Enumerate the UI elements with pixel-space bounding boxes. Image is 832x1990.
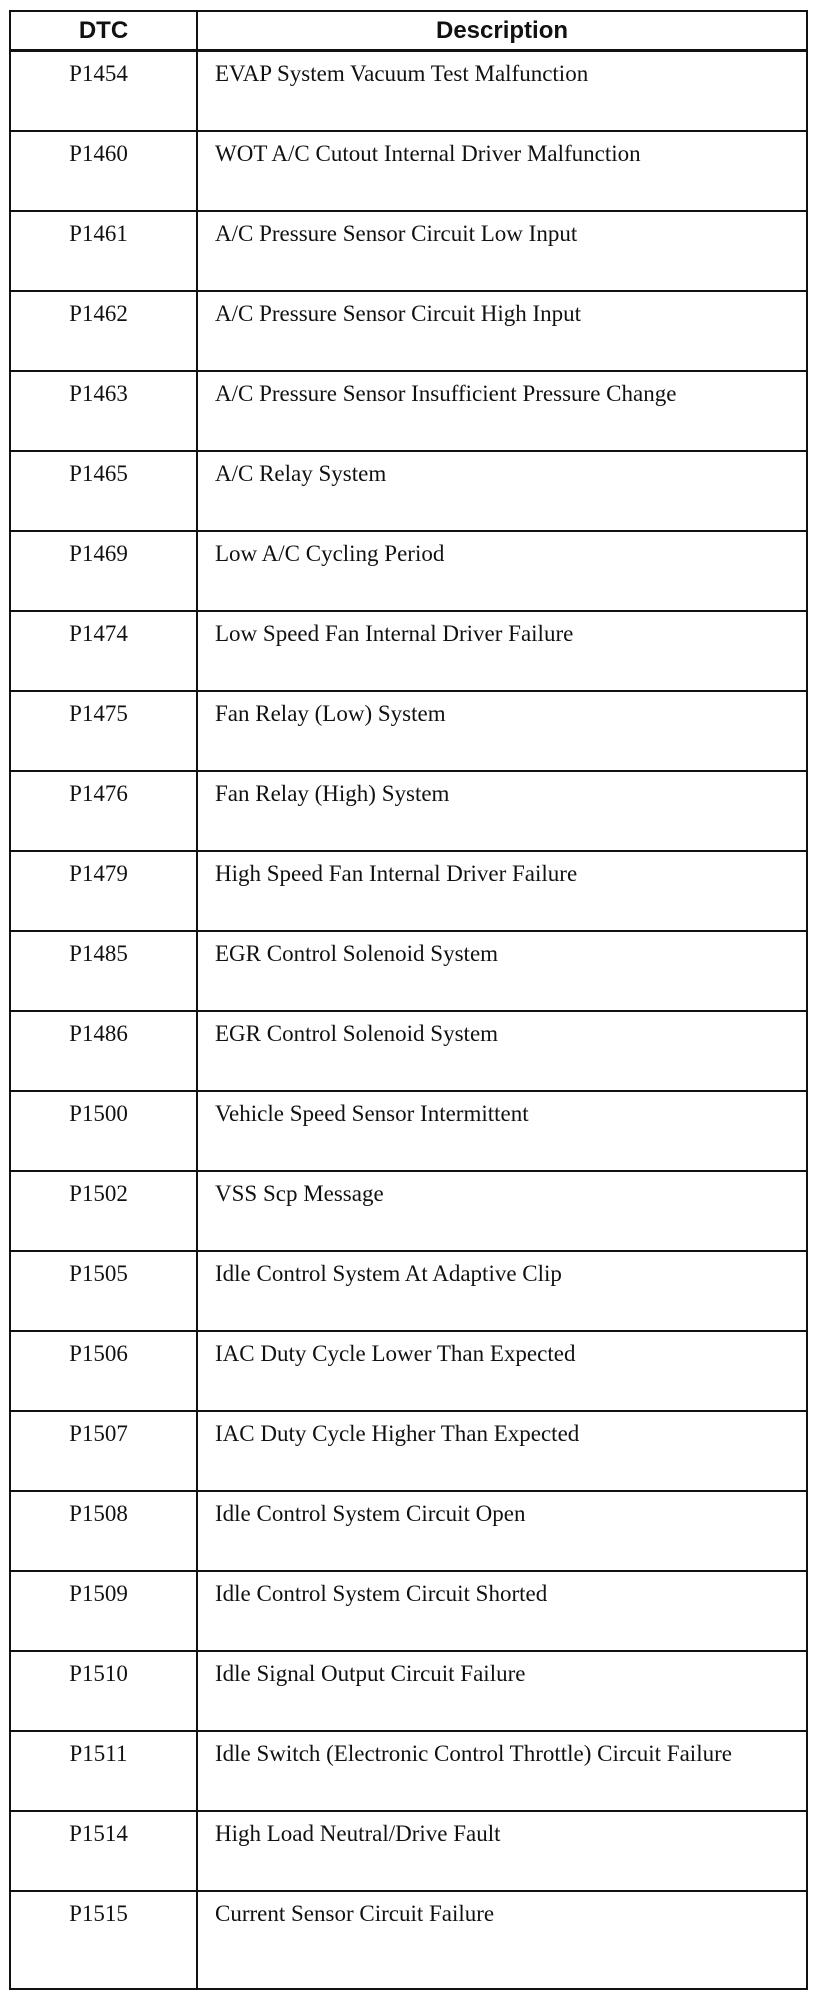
dtc-code: P1462	[10, 291, 197, 371]
table-row	[10, 1731, 807, 1811]
table-row	[10, 1251, 807, 1331]
dtc-description: A/C Pressure Sensor Circuit High Input	[197, 291, 807, 371]
dtc-code: P1461	[10, 211, 197, 291]
dtc-description: Idle Signal Output Circuit Failure	[197, 1651, 807, 1731]
table-row	[10, 931, 807, 1011]
table-row	[10, 51, 807, 132]
table-row	[10, 451, 807, 531]
dtc-description: A/C Pressure Sensor Circuit Low Input	[197, 211, 807, 291]
dtc-code: P1454	[10, 51, 197, 132]
dtc-code: P1475	[10, 691, 197, 771]
table-row	[10, 1651, 807, 1731]
dtc-description: A/C Relay System	[197, 451, 807, 531]
table-row	[10, 1491, 807, 1571]
dtc-description: Idle Control System Circuit Open	[197, 1491, 807, 1571]
dtc-code: P1511	[10, 1731, 197, 1811]
dtc-code: P1465	[10, 451, 197, 531]
dtc-description: EGR Control Solenoid System	[197, 1011, 807, 1091]
dtc-description: Current Sensor Circuit Failure	[197, 1891, 807, 1989]
table-row	[10, 691, 807, 771]
table-row	[10, 611, 807, 691]
dtc-description: High Load Neutral/Drive Fault	[197, 1811, 807, 1891]
dtc-code: P1507	[10, 1411, 197, 1491]
table-row	[10, 211, 807, 291]
dtc-description: Low A/C Cycling Period	[197, 531, 807, 611]
dtc-description: Idle Control System At Adaptive Clip	[197, 1251, 807, 1331]
table-row	[10, 1011, 807, 1091]
table-row	[10, 1091, 807, 1171]
table-row	[10, 291, 807, 371]
dtc-code: P1460	[10, 131, 197, 211]
dtc-description: High Speed Fan Internal Driver Failure	[197, 851, 807, 931]
dtc-code: P1502	[10, 1171, 197, 1251]
dtc-description: A/C Pressure Sensor Insufficient Pressure Change	[197, 371, 807, 451]
dtc-code: P1485	[10, 931, 197, 1011]
dtc-code: P1514	[10, 1811, 197, 1891]
table-row	[10, 1571, 807, 1651]
header-row	[10, 11, 807, 51]
table-row	[10, 771, 807, 851]
dtc-code: P1463	[10, 371, 197, 451]
dtc-table	[9, 10, 808, 1990]
dtc-code: P1515	[10, 1891, 197, 1989]
table-row	[10, 531, 807, 611]
dtc-description: IAC Duty Cycle Lower Than Expected	[197, 1331, 807, 1411]
table-row	[10, 371, 807, 451]
dtc-code: P1509	[10, 1571, 197, 1651]
dtc-description: EVAP System Vacuum Test Malfunction	[197, 51, 807, 132]
dtc-description: WOT A/C Cutout Internal Driver Malfunction	[197, 131, 807, 211]
dtc-column-header: DTC	[10, 11, 197, 51]
dtc-description: Idle Control System Circuit Shorted	[197, 1571, 807, 1651]
table-row	[10, 851, 807, 931]
table-row	[10, 1331, 807, 1411]
table-row	[10, 1891, 807, 1989]
dtc-code: P1479	[10, 851, 197, 931]
dtc-description: Fan Relay (High) System	[197, 771, 807, 851]
dtc-code: P1505	[10, 1251, 197, 1331]
dtc-description: Vehicle Speed Sensor Intermittent	[197, 1091, 807, 1171]
table-row	[10, 131, 807, 211]
table-row	[10, 1171, 807, 1251]
dtc-code: P1474	[10, 611, 197, 691]
table-row	[10, 1811, 807, 1891]
dtc-description: Fan Relay (Low) System	[197, 691, 807, 771]
dtc-description: EGR Control Solenoid System	[197, 931, 807, 1011]
dtc-description: IAC Duty Cycle Higher Than Expected	[197, 1411, 807, 1491]
dtc-code: P1506	[10, 1331, 197, 1411]
dtc-description: Low Speed Fan Internal Driver Failure	[197, 611, 807, 691]
dtc-code: P1500	[10, 1091, 197, 1171]
dtc-code: P1476	[10, 771, 197, 851]
dtc-code: P1510	[10, 1651, 197, 1731]
description-column-header: Description	[197, 11, 807, 51]
dtc-code: P1486	[10, 1011, 197, 1091]
table-row	[10, 1411, 807, 1491]
dtc-description: Idle Switch (Electronic Control Throttle) Circuit Failure	[197, 1731, 807, 1811]
dtc-description: VSS Scp Message	[197, 1171, 807, 1251]
dtc-code: P1469	[10, 531, 197, 611]
dtc-code: P1508	[10, 1491, 197, 1571]
